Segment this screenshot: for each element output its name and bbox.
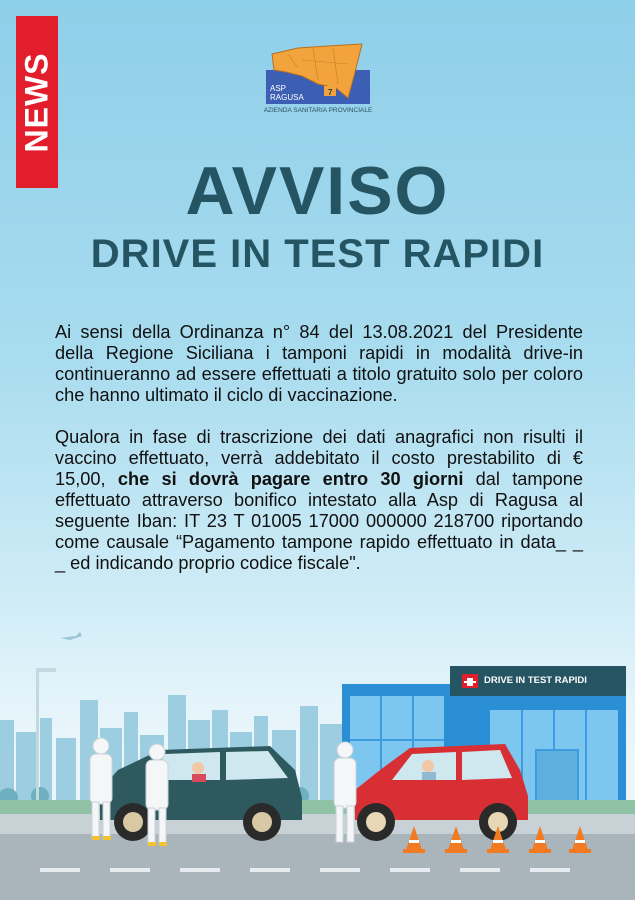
notice-body bbox=[55, 322, 583, 595]
drive-in-illustration bbox=[0, 620, 635, 900]
page-title: AVVISO bbox=[185, 153, 450, 229]
airplane-icon bbox=[60, 632, 82, 640]
paragraph-2-text-b: dal tampone effettuato attraverso bonifico intestato alla Asp di Ragusa al seguente Iban: IT 23 T 01005 17000 000000 218700 riportando come causale “Pagamento tampone rapido effettuato in data_ _ _ ed indicando proprio codice fiscale". bbox=[55, 469, 583, 573]
asp-ragusa-logo bbox=[258, 40, 378, 120]
logo-line2: RAGUSA bbox=[270, 93, 304, 102]
page-subtitle: DRIVE IN TEST RAPIDI bbox=[90, 232, 545, 276]
news-badge-label: NEWS bbox=[18, 52, 55, 152]
clinic-sign-label: DRIVE IN TEST RAPIDI bbox=[484, 675, 587, 686]
logo-caption: AZIENDA SANITARIA PROVINCIALE bbox=[263, 107, 373, 114]
paragraph-2-text-a: Qualora in fase di trascrizione dei dati anagrafici non risulti il vaccino effettuato, verrà addebitato il costo prestabilito di € 15,00, bbox=[55, 427, 583, 489]
logo-number: 7 bbox=[328, 88, 333, 97]
logo-line1: ASP bbox=[270, 84, 287, 93]
notice-paragraph-2 bbox=[55, 427, 583, 574]
paragraph-2-bold: che si dovrà pagare entro 30 giorni bbox=[117, 469, 464, 489]
notice-paragraph-1: Ai sensi della Ordinanza n° 84 del 13.08.2021 del Presidente della Regione Siciliana i tamponi rapidi in modalità drive-in continueranno ad essere effettuati a titolo gratuito solo per coloro che hanno ultimato il ciclo di vaccinazione. bbox=[55, 322, 583, 405]
